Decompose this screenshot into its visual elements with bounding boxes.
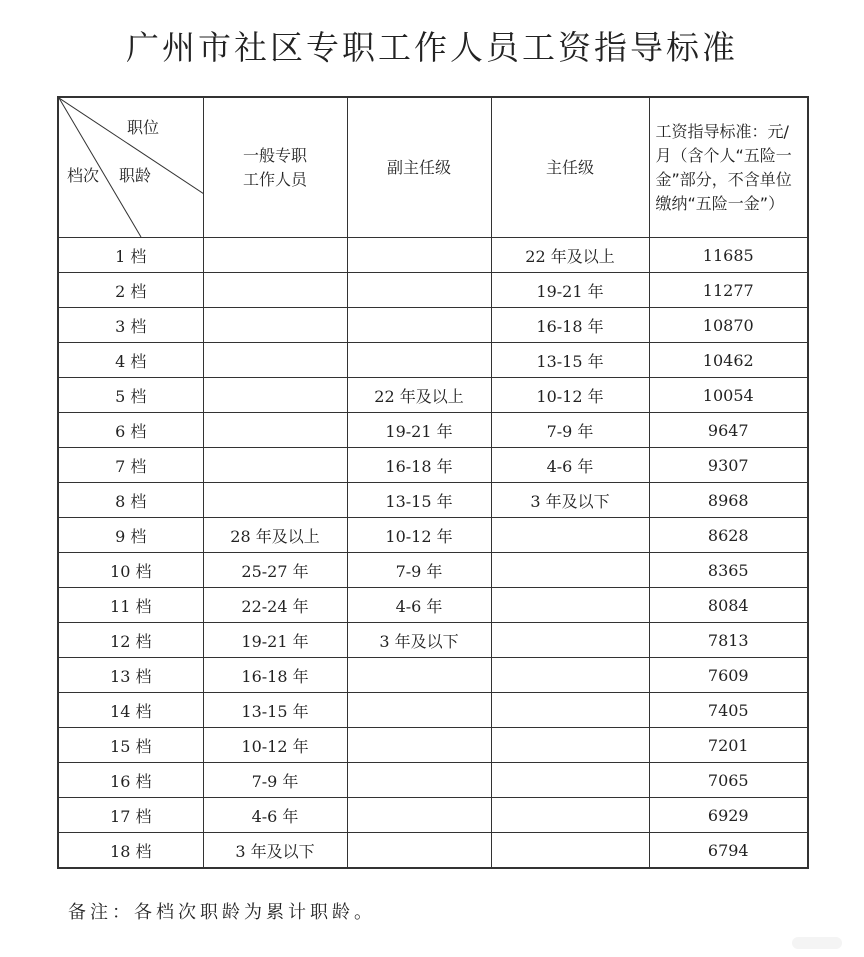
- grade-cell: 15 档: [58, 728, 203, 763]
- deputy-director-cell: [347, 658, 491, 693]
- deputy-director-cell: [347, 833, 491, 869]
- deputy-director-cell: [347, 308, 491, 343]
- table-row: [58, 413, 808, 448]
- salary-cell: 9647: [649, 413, 808, 448]
- header-general-staff: 一般专职工作人员: [203, 97, 347, 238]
- director-cell: [491, 658, 649, 693]
- deputy-director-cell: [347, 343, 491, 378]
- general-staff-cell: [203, 448, 347, 483]
- deputy-director-cell: [347, 728, 491, 763]
- general-staff-cell: [203, 378, 347, 413]
- director-cell: [491, 763, 649, 798]
- salary-cell: 10870: [649, 308, 808, 343]
- deputy-director-cell: [347, 273, 491, 308]
- director-cell: 7-9 年: [491, 413, 649, 448]
- general-staff-cell: 22-24 年: [203, 588, 347, 623]
- grade-cell: 5 档: [58, 378, 203, 413]
- table-row: [58, 588, 808, 623]
- table-row: [58, 343, 808, 378]
- salary-cell: 7405: [649, 693, 808, 728]
- header-deputy-director: 副主任级: [347, 97, 491, 238]
- grade-cell: 10 档: [58, 553, 203, 588]
- salary-cell: 11685: [649, 238, 808, 273]
- general-staff-cell: 19-21 年: [203, 623, 347, 658]
- table-row: [58, 623, 808, 658]
- general-staff-cell: 25-27 年: [203, 553, 347, 588]
- table-row: [58, 378, 808, 413]
- grade-cell: 9 档: [58, 518, 203, 553]
- general-staff-cell: 3 年及以下: [203, 833, 347, 869]
- director-cell: 4-6 年: [491, 448, 649, 483]
- director-cell: [491, 553, 649, 588]
- salary-cell: 9307: [649, 448, 808, 483]
- salary-cell: 7201: [649, 728, 808, 763]
- deputy-director-cell: 10-12 年: [347, 518, 491, 553]
- director-cell: 16-18 年: [491, 308, 649, 343]
- grade-cell: 12 档: [58, 623, 203, 658]
- grade-cell: 8 档: [58, 483, 203, 518]
- table-row: [58, 833, 808, 869]
- grade-cell: 3 档: [58, 308, 203, 343]
- director-cell: [491, 518, 649, 553]
- salary-cell: 8968: [649, 483, 808, 518]
- general-staff-cell: 10-12 年: [203, 728, 347, 763]
- deputy-director-cell: 19-21 年: [347, 413, 491, 448]
- general-staff-cell: 7-9 年: [203, 763, 347, 798]
- general-staff-cell: 4-6 年: [203, 798, 347, 833]
- salary-cell: 6794: [649, 833, 808, 869]
- table-row: [58, 483, 808, 518]
- grade-cell: 18 档: [58, 833, 203, 869]
- table-row: [58, 518, 808, 553]
- salary-cell: 11277: [649, 273, 808, 308]
- director-cell: [491, 693, 649, 728]
- table-header-row: [58, 97, 808, 238]
- director-cell: 19-21 年: [491, 273, 649, 308]
- deputy-director-cell: 7-9 年: [347, 553, 491, 588]
- deputy-director-cell: [347, 238, 491, 273]
- table-row: [58, 763, 808, 798]
- deputy-director-cell: 13-15 年: [347, 483, 491, 518]
- salary-cell: 10462: [649, 343, 808, 378]
- general-staff-cell: [203, 273, 347, 308]
- general-staff-cell: [203, 413, 347, 448]
- header-grade-label: 档次: [67, 166, 100, 185]
- director-cell: 10-12 年: [491, 378, 649, 413]
- general-staff-cell: [203, 308, 347, 343]
- table-row: [58, 798, 808, 833]
- general-staff-cell: [203, 238, 347, 273]
- deputy-director-cell: [347, 798, 491, 833]
- grade-cell: 13 档: [58, 658, 203, 693]
- salary-cell: 7609: [649, 658, 808, 693]
- director-cell: [491, 588, 649, 623]
- page-title: 广州市社区专职工作人员工资指导标准: [126, 28, 738, 67]
- table-row: [58, 448, 808, 483]
- grade-cell: 11 档: [58, 588, 203, 623]
- deputy-director-cell: [347, 763, 491, 798]
- deputy-director-cell: 16-18 年: [347, 448, 491, 483]
- grade-cell: 7 档: [58, 448, 203, 483]
- header-director: 主任级: [491, 97, 649, 238]
- salary-standard-table: [57, 96, 809, 869]
- footnote: 备注：各档次职龄为累计职龄。: [68, 902, 376, 923]
- salary-cell: 7065: [649, 763, 808, 798]
- deputy-director-cell: [347, 693, 491, 728]
- salary-cell: 10054: [649, 378, 808, 413]
- general-staff-cell: 28 年及以上: [203, 518, 347, 553]
- salary-cell: 8628: [649, 518, 808, 553]
- table-row: [58, 728, 808, 763]
- deputy-director-cell: 4-6 年: [347, 588, 491, 623]
- watermark: [792, 937, 842, 949]
- director-cell: 22 年及以上: [491, 238, 649, 273]
- grade-cell: 17 档: [58, 798, 203, 833]
- table-row: [58, 273, 808, 308]
- salary-cell: 6929: [649, 798, 808, 833]
- deputy-director-cell: 22 年及以上: [347, 378, 491, 413]
- header-seniority-label: 职龄: [119, 166, 152, 185]
- director-cell: 13-15 年: [491, 343, 649, 378]
- grade-cell: 14 档: [58, 693, 203, 728]
- table-row: [58, 658, 808, 693]
- director-cell: 3 年及以下: [491, 483, 649, 518]
- header-salary-standard: 工资指导标准：元/月（含个人“五险一金”部分，不含单位缴纳“五险一金”）: [649, 97, 808, 238]
- table-row: [58, 553, 808, 588]
- grade-cell: 4 档: [58, 343, 203, 378]
- grade-cell: 16 档: [58, 763, 203, 798]
- general-staff-cell: [203, 483, 347, 518]
- general-staff-cell: 16-18 年: [203, 658, 347, 693]
- salary-cell: 7813: [649, 623, 808, 658]
- table-row: [58, 693, 808, 728]
- director-cell: [491, 728, 649, 763]
- salary-cell: 8084: [649, 588, 808, 623]
- grade-cell: 2 档: [58, 273, 203, 308]
- general-staff-cell: [203, 343, 347, 378]
- grade-cell: 6 档: [58, 413, 203, 448]
- deputy-director-cell: 3 年及以下: [347, 623, 491, 658]
- general-staff-cell: 13-15 年: [203, 693, 347, 728]
- table-row: [58, 238, 808, 273]
- diagonal-header-cell: [58, 97, 203, 238]
- grade-cell: 1 档: [58, 238, 203, 273]
- director-cell: [491, 623, 649, 658]
- director-cell: [491, 798, 649, 833]
- director-cell: [491, 833, 649, 869]
- header-position-label: 职位: [127, 118, 160, 137]
- salary-cell: 8365: [649, 553, 808, 588]
- table-row: [58, 308, 808, 343]
